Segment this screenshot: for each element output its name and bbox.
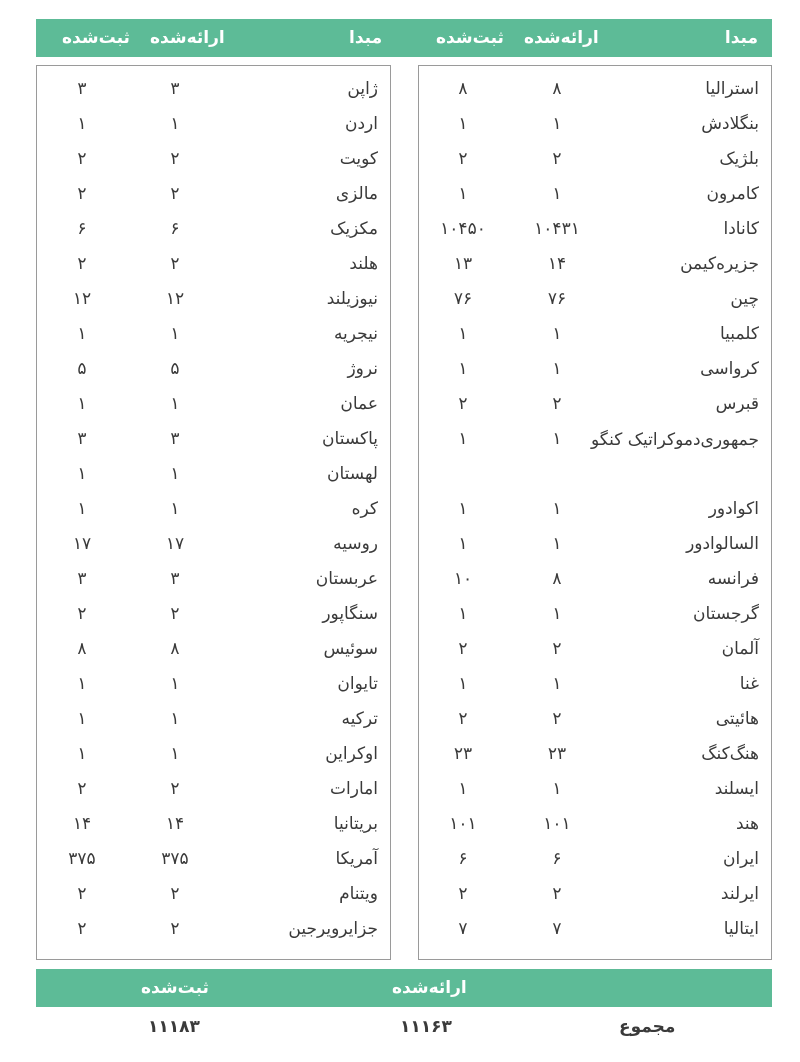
table-row — [37, 778, 390, 808]
origin-cell: ایران — [722, 849, 759, 869]
table-header — [36, 19, 772, 57]
header-submitted-left: ارائه‌شده — [150, 28, 225, 48]
origin-cell: امارات — [330, 778, 378, 799]
submitted-cell: ۲ — [170, 918, 180, 939]
registered-cell: ۲ — [458, 639, 468, 659]
submitted-cell: ۲ — [170, 603, 180, 624]
registered-cell: ۲ — [77, 603, 87, 624]
table-row — [37, 568, 390, 598]
origin-cell: السالوادور — [686, 534, 759, 554]
registered-cell: ۲ — [458, 394, 468, 414]
registered-cell: ۱ — [458, 499, 468, 519]
table-row — [419, 358, 771, 388]
table-row — [37, 463, 390, 493]
registered-cell: ۸ — [458, 79, 468, 99]
table-row — [419, 568, 771, 598]
submitted-cell: ۲ — [170, 778, 180, 799]
header-registered-left: ثبت‌شده — [62, 28, 130, 48]
registered-cell: ۸ — [77, 638, 87, 659]
origin-cell: سوئیس — [323, 638, 378, 659]
registered-cell: ۲ — [77, 883, 87, 904]
table-row — [419, 113, 771, 143]
origin-cell: کلمبیا — [720, 324, 759, 344]
submitted-cell: ۱ — [170, 673, 180, 694]
submitted-cell: ۱۷ — [165, 533, 185, 554]
table-row — [419, 393, 771, 423]
registered-cell: ۲ — [77, 778, 87, 799]
registered-cell: ۲۳ — [453, 744, 473, 764]
table-row — [37, 883, 390, 913]
registered-cell: ۲ — [77, 184, 87, 204]
submitted-cell: ۸ — [170, 638, 180, 659]
origin-cell: بنگلادش — [701, 114, 759, 134]
table-row — [419, 218, 771, 248]
registered-cell: ۳ — [77, 568, 87, 589]
origin-cell: نیوزیلند — [326, 289, 378, 309]
table-row — [37, 498, 390, 528]
registered-cell: ۱ — [458, 114, 468, 134]
submitted-cell: ۳ — [170, 568, 180, 589]
registered-cell: ۱۷ — [72, 533, 92, 554]
origin-cell: عربستان — [315, 568, 378, 589]
table-row — [37, 183, 390, 213]
submitted-cell: ۲ — [552, 639, 562, 659]
origin-cell: هلند — [349, 254, 378, 274]
table-row — [419, 183, 771, 213]
origin-cell: قبرس — [715, 394, 759, 414]
origin-cell: سنگاپور — [322, 603, 378, 624]
table-row — [419, 253, 771, 283]
origin-cell: جزیره‌کیمن — [680, 254, 759, 274]
table-row — [37, 638, 390, 668]
table-row — [419, 148, 771, 178]
registered-cell: ۲ — [77, 918, 87, 939]
table-row — [419, 778, 771, 808]
registered-cell: ۲ — [77, 254, 87, 274]
table-row — [419, 638, 771, 668]
registered-cell: ۱ — [77, 743, 87, 764]
submitted-cell: ۵ — [170, 359, 180, 379]
origin-cell: لهستان — [327, 463, 378, 484]
table-row — [37, 288, 390, 318]
origin-cell: فرانسه — [707, 569, 759, 589]
table-row — [419, 533, 771, 563]
submitted-cell: ۷ — [552, 919, 562, 939]
submitted-cell: ۱ — [552, 184, 562, 204]
table-row — [37, 533, 390, 563]
submitted-cell: ۱ — [170, 324, 180, 344]
registered-cell: ۱۲ — [72, 289, 92, 309]
origin-cell: کرواسی — [700, 359, 759, 379]
origin-cell: پاکستان — [322, 429, 378, 449]
origin-cell: عمان — [340, 394, 378, 414]
origin-cell: ویتنام — [339, 883, 378, 904]
registered-cell: ۶ — [77, 219, 87, 239]
submitted-cell: ۱ — [552, 499, 562, 519]
submitted-cell: ۱ — [552, 674, 562, 694]
origin-cell: نیجریه — [333, 324, 378, 344]
origin-cell: غنا — [739, 674, 759, 694]
table-row — [419, 883, 771, 913]
registered-cell: ۲ — [77, 149, 87, 169]
table-row — [37, 253, 390, 283]
table-row — [37, 848, 390, 878]
origin-cell: جزایرویرجین — [288, 918, 378, 939]
totals-header-registered: ثبت‌شده — [141, 978, 209, 998]
table-row — [37, 218, 390, 248]
submitted-cell: ۱ — [170, 498, 180, 519]
table-row — [419, 743, 771, 773]
submitted-cell: ۶ — [552, 849, 562, 869]
registered-cell: ۳ — [77, 79, 87, 99]
submitted-cell: ۱۲ — [165, 289, 185, 309]
registered-cell: ۱ — [77, 673, 87, 694]
origin-cell: هائیتی — [715, 709, 759, 729]
origin-cell: هنگ‌کنگ — [701, 744, 759, 764]
registered-cell: ۵ — [77, 359, 87, 379]
origin-cell: مالزی — [335, 184, 378, 204]
table-row — [419, 673, 771, 703]
table-row — [419, 603, 771, 633]
table-row — [37, 148, 390, 178]
origin-cell: آمریکا — [335, 848, 378, 869]
submitted-cell: ۱ — [552, 324, 562, 344]
registered-cell: ۱ — [77, 498, 87, 519]
table-row — [419, 813, 771, 843]
registered-cell: ۱ — [77, 114, 87, 134]
registered-cell: ۱ — [458, 779, 468, 799]
submitted-cell: ۱ — [170, 743, 180, 764]
submitted-cell: ۱۴ — [547, 254, 567, 274]
header-submitted-right: ارائه‌شده — [524, 28, 599, 48]
submitted-cell: ۱۰۱ — [543, 814, 571, 834]
registered-cell: ۱ — [458, 534, 468, 554]
table-row — [419, 708, 771, 738]
totals-header-submitted: ارائه‌شده — [392, 978, 467, 998]
registered-cell: ۱ — [77, 708, 87, 729]
submitted-cell: ۸ — [552, 569, 562, 589]
origin-cell: اکوادور — [708, 499, 759, 519]
origin-cell: اردن — [345, 114, 378, 134]
submitted-cell: ۲ — [552, 709, 562, 729]
table-row — [419, 498, 771, 528]
origin-table-right — [418, 65, 772, 960]
table-row — [419, 848, 771, 878]
registered-cell: ۱۰۴۵۰ — [440, 219, 486, 239]
registered-cell: ۱۴ — [72, 813, 92, 834]
top-rule — [36, 0, 772, 2]
origin-cell: روسیه — [333, 533, 378, 554]
origin-cell: مکزیک — [330, 219, 378, 239]
totals-header — [36, 969, 772, 1007]
submitted-cell: ۱ — [170, 708, 180, 729]
table-row — [37, 673, 390, 703]
submitted-cell: ۱ — [552, 534, 562, 554]
origin-cell: آلمان — [721, 639, 759, 659]
table-row — [419, 288, 771, 318]
registered-cell: ۲ — [458, 149, 468, 169]
table-row — [419, 428, 771, 458]
header-origin-right: مبدا — [724, 28, 758, 48]
submitted-cell: ۲ — [170, 254, 180, 274]
registered-cell: ۱۳ — [453, 254, 473, 274]
origin-cell: بلژیک — [719, 149, 759, 169]
table-row — [419, 323, 771, 353]
submitted-cell: ۱۰۴۳۱ — [534, 219, 580, 239]
registered-cell: ۷۶ — [453, 289, 473, 309]
origin-cell: ژاپن — [347, 79, 378, 99]
registered-cell: ۱ — [77, 324, 87, 344]
registered-cell: ۱ — [458, 184, 468, 204]
origin-cell: کانادا — [723, 219, 759, 239]
table-row — [37, 918, 390, 948]
table-row — [37, 603, 390, 633]
registered-cell: ۱۰ — [453, 569, 473, 589]
table-row — [37, 323, 390, 353]
table-row — [37, 708, 390, 738]
origin-cell: استرالیا — [705, 79, 759, 99]
origin-cell: گرجستان — [693, 604, 759, 624]
submitted-cell: ۳ — [170, 79, 180, 99]
registered-cell: ۷ — [458, 919, 468, 939]
submitted-cell: ۲ — [552, 149, 562, 169]
origin-cell: ترکیه — [341, 708, 378, 729]
table-row — [37, 358, 390, 388]
table-row — [419, 918, 771, 948]
submitted-cell: ۱ — [552, 114, 562, 134]
submitted-cell: ۳۷۵ — [161, 848, 189, 869]
registered-cell: ۲ — [458, 709, 468, 729]
origin-table-left — [36, 65, 391, 960]
submitted-cell: ۱۴ — [165, 813, 185, 834]
registered-cell: ۱۰۱ — [449, 814, 477, 834]
totals-row — [36, 1015, 772, 1043]
submitted-cell: ۲۳ — [547, 744, 567, 764]
origin-cell: ایرلند — [720, 884, 759, 904]
submitted-cell: ۲ — [552, 394, 562, 414]
totals-label: مجموع — [619, 1017, 676, 1037]
totals-registered: ۱۱۱۸۳ — [148, 1017, 200, 1037]
submitted-cell: ۷۶ — [547, 289, 567, 309]
table-row — [37, 813, 390, 843]
submitted-cell: ۶ — [170, 219, 180, 239]
table-row — [37, 113, 390, 143]
submitted-cell: ۳ — [170, 429, 180, 449]
origin-cell: ایسلند — [714, 779, 759, 799]
registered-cell: ۱ — [77, 394, 87, 414]
origin-cell: اوکراین — [325, 743, 378, 764]
table-row — [37, 78, 390, 108]
origin-cell: کویت — [339, 149, 378, 169]
origin-cell: چین — [730, 289, 759, 309]
submitted-cell: ۱ — [552, 429, 562, 449]
submitted-cell: ۲ — [170, 184, 180, 204]
table-row — [419, 78, 771, 108]
origin-cell: کره — [351, 498, 378, 519]
registered-cell: ۳۷۵ — [68, 848, 96, 869]
registered-cell: ۳ — [77, 429, 87, 449]
submitted-cell: ۱ — [552, 779, 562, 799]
submitted-cell: ۱ — [552, 359, 562, 379]
registered-cell: ۱ — [458, 324, 468, 344]
registered-cell: ۱ — [77, 463, 87, 484]
registered-cell: ۱ — [458, 359, 468, 379]
totals-submitted: ۱۱۱۶۳ — [400, 1017, 452, 1037]
registered-cell: ۲ — [458, 884, 468, 904]
submitted-cell: ۲ — [552, 884, 562, 904]
submitted-cell: ۱ — [170, 114, 180, 134]
table-row — [37, 428, 390, 458]
header-origin-left: مبدا — [349, 28, 383, 48]
table-row — [37, 743, 390, 773]
registered-cell: ۶ — [458, 849, 468, 869]
origin-cell: هند — [735, 814, 759, 834]
registered-cell: ۱ — [458, 604, 468, 624]
origin-cell: تایوان — [337, 673, 378, 694]
origin-cell: ایتالیا — [723, 919, 759, 939]
submitted-cell: ۲ — [170, 149, 180, 169]
submitted-cell: ۱ — [170, 394, 180, 414]
submitted-cell: ۱ — [170, 463, 180, 484]
registered-cell: ۱ — [458, 429, 468, 449]
table-row — [37, 393, 390, 423]
submitted-cell: ۸ — [552, 79, 562, 99]
registered-cell: ۱ — [458, 674, 468, 694]
origin-cell: بریتانیا — [333, 813, 378, 834]
origin-cell: جمهوری‌دموکراتیک کنگو — [591, 430, 759, 450]
submitted-cell: ۱ — [552, 604, 562, 624]
origin-cell: نروژ — [347, 359, 378, 379]
origin-cell: کامرون — [706, 184, 759, 204]
submitted-cell: ۲ — [170, 883, 180, 904]
header-registered-right: ثبت‌شده — [436, 28, 504, 48]
